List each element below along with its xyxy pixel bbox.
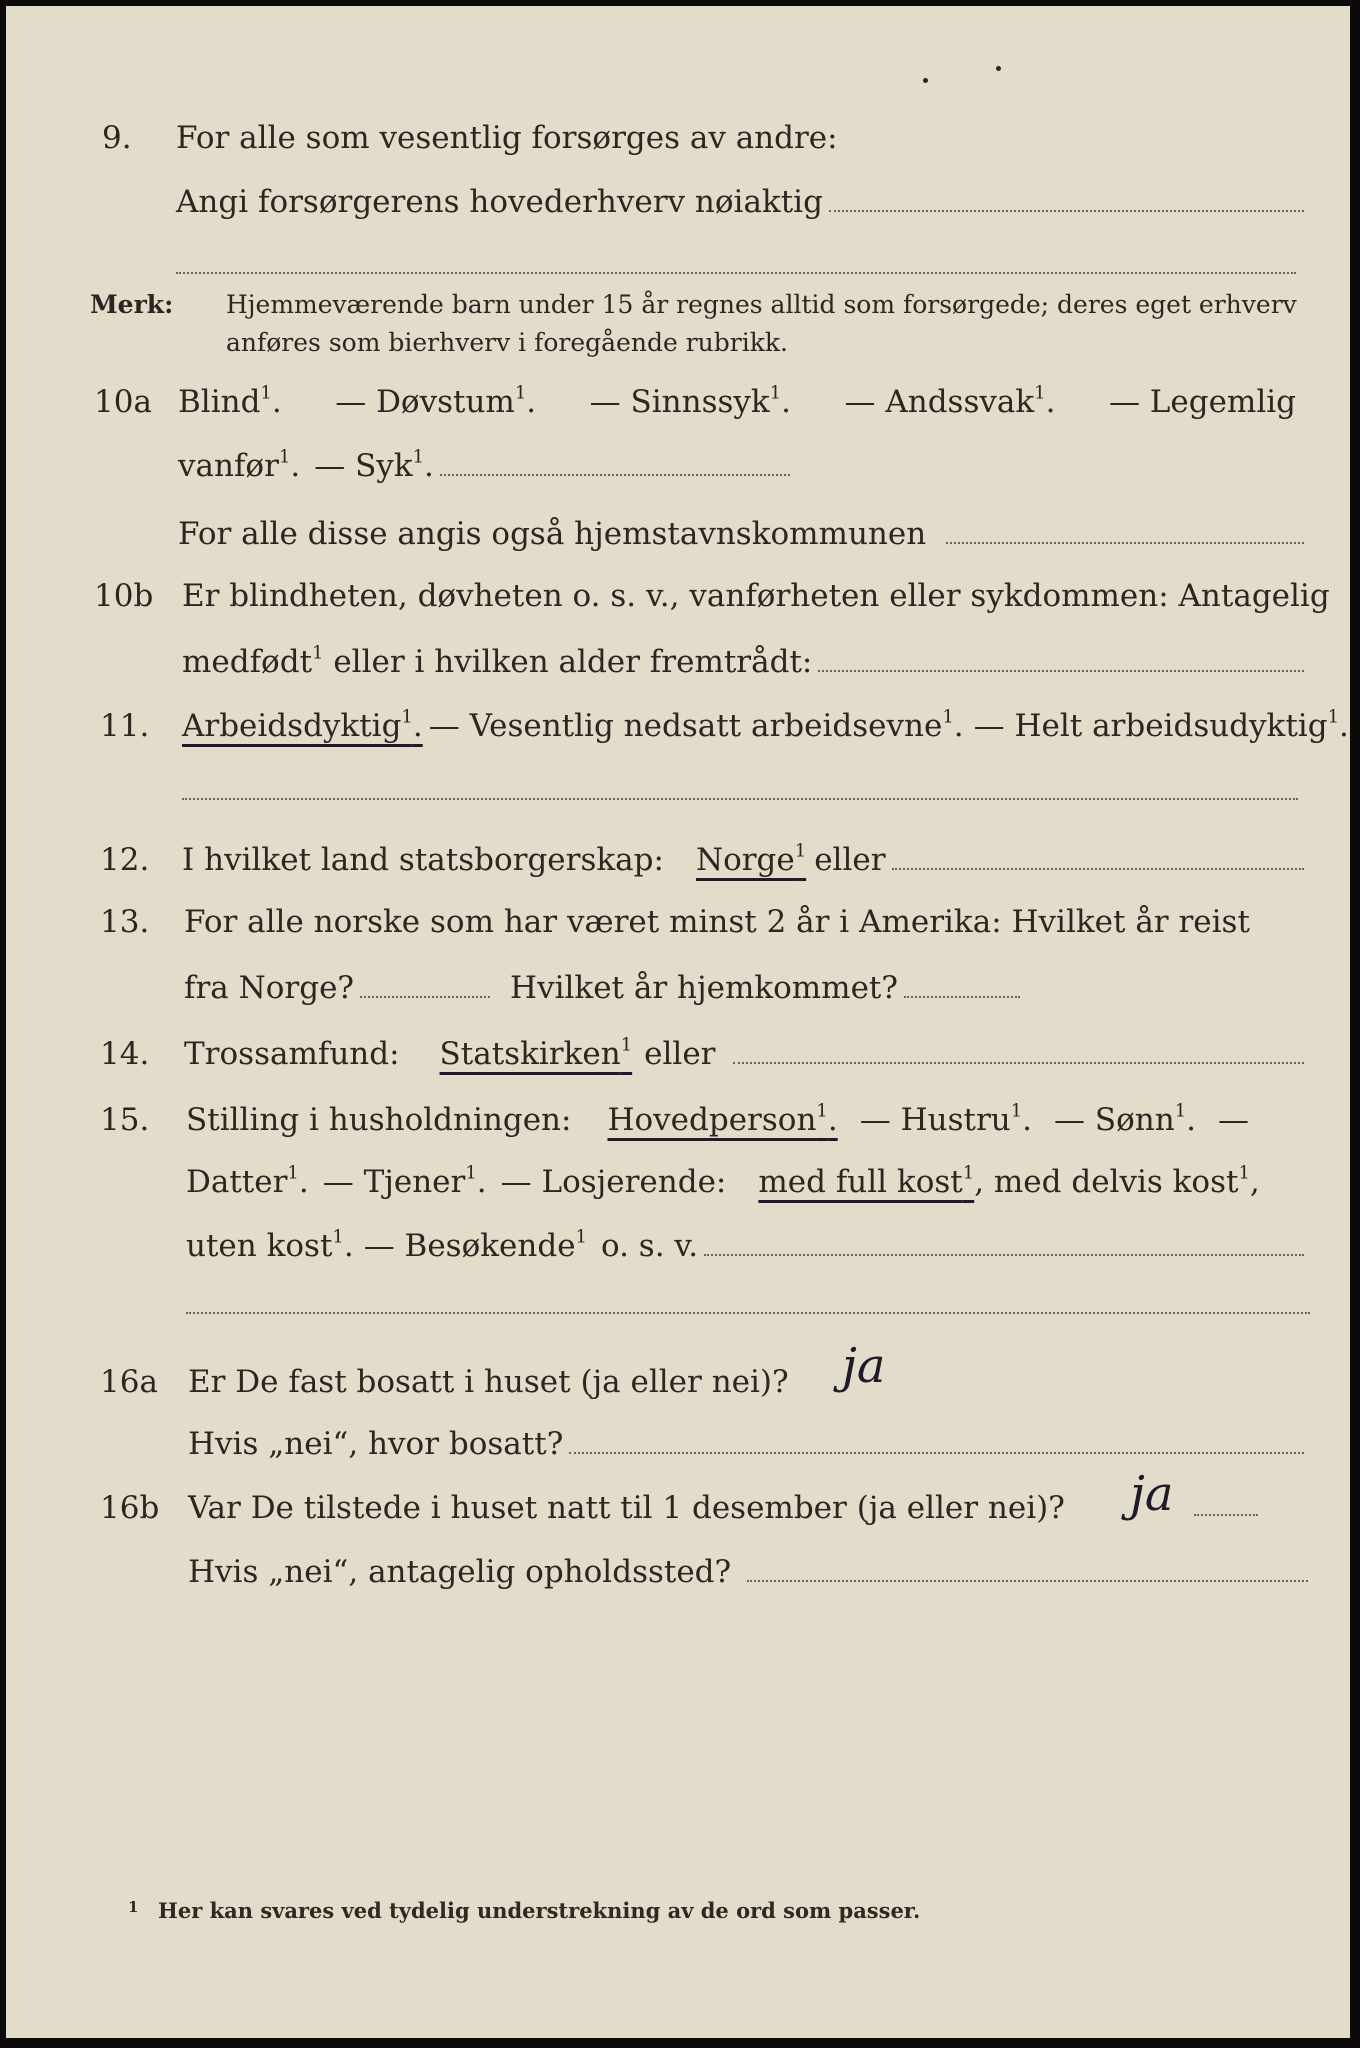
question-14 <box>6 1034 1350 1074</box>
question-text: I hvilket land statsborgerskap: <box>182 842 664 878</box>
option-datter[interactable]: Datter$^1$. <box>186 1162 309 1200</box>
option-vanfor[interactable]: vanfør$^1$. <box>178 446 301 484</box>
note-text-line2: anføres som bierhverv i foregående rubrikk. <box>226 328 788 357</box>
handwritten-answer-ja: ja <box>842 1338 886 1394</box>
option-besokende[interactable]: — Besøkende$^1$ <box>363 1226 587 1264</box>
option-med-full-kost-underlined[interactable]: med full kost$^1$ <box>758 1162 975 1200</box>
handwritten-answer-ja: ja <box>1130 1466 1174 1522</box>
option-sinnssyk[interactable]: — Sinnssyk$^1$. <box>589 382 791 420</box>
option-dovstum[interactable]: — Døvstum$^1$. <box>335 382 537 420</box>
question-number: 9. <box>102 120 132 156</box>
option-andssvak[interactable]: — Andssvak$^1$. <box>844 382 1056 420</box>
option-eller: eller <box>814 842 886 878</box>
option-helt-udyktig[interactable]: — Helt arbeidsudyktig$^1$. <box>973 706 1349 744</box>
question-text: Angi forsørgerens hovederhverv nøiaktig <box>176 184 823 220</box>
option-uten-kost[interactable]: uten kost$^1$. <box>186 1226 354 1264</box>
question-number: 13. <box>100 904 150 940</box>
question-text: Var De tilstede i huset natt til 1 desember (ja eller nei)? <box>188 1490 1065 1526</box>
note-text-line1: Hjemmeværende barn under 15 år regnes alltid som forsørgede; deres eget erhverv <box>226 290 1297 319</box>
answer-field-hjemkommet[interactable] <box>904 970 1020 998</box>
option-osv: o. s. v. <box>600 1228 699 1264</box>
question-13-line1 <box>6 902 1350 942</box>
question-text: For alle norske som har været minst 2 år i Amerika: Hvilket år reist <box>184 904 1250 940</box>
question-number: 14. <box>100 1036 150 1072</box>
answer-field-trossamfund[interactable] <box>733 1036 1304 1064</box>
answer-field-reist[interactable] <box>360 970 490 998</box>
question-number: 10b <box>94 578 154 614</box>
paper-speck <box>923 78 928 83</box>
question-text: Hvis „nei“, antagelig opholdssted? <box>188 1554 732 1590</box>
question-text: For alle disse angis også hjemstavnskommunen <box>178 516 927 552</box>
option-statskirken-underlined[interactable]: Statskirken$^1$ <box>439 1034 633 1072</box>
answer-field-stilling[interactable] <box>704 1228 1304 1256</box>
question-text: Hvilket år hjemkommet? <box>510 970 899 1006</box>
census-form-page <box>6 6 1350 2038</box>
question-15-line2 <box>6 1162 1350 1202</box>
dash: — <box>1218 1102 1250 1138</box>
answer-field-opholdssted[interactable] <box>747 1554 1308 1582</box>
question-15-line3 <box>6 1226 1350 1266</box>
question-12 <box>6 840 1350 880</box>
paper-speck <box>996 66 1001 71</box>
answer-line[interactable] <box>176 272 1296 274</box>
option-eller: eller <box>644 1036 716 1072</box>
answer-field-hovederhverv[interactable] <box>829 184 1304 212</box>
question-number: 12. <box>100 842 150 878</box>
question-16a-line1 <box>6 1362 1350 1402</box>
option-vesentlig-nedsatt[interactable]: — Vesentlig nedsatt arbeidsevne$^1$. <box>428 706 964 744</box>
answer-field-statsborgerskap[interactable] <box>892 842 1304 870</box>
option-hovedperson-underlined[interactable]: Hovedperson$^1$. <box>607 1100 838 1138</box>
option-medfodt[interactable]: medfødt$^1$ <box>182 642 324 680</box>
option-arbeidsdyktig-underlined[interactable]: Arbeidsdyktig$^1$. <box>182 706 423 744</box>
question-number: 10a <box>94 384 152 420</box>
question-10a-line2 <box>6 446 1350 486</box>
answer-field-alder[interactable] <box>818 644 1304 672</box>
option-legemlig[interactable]: — Legemlig <box>1108 384 1296 420</box>
option-med-delvis-kost[interactable]: , med delvis kost$^1$, <box>974 1162 1260 1200</box>
question-text: eller i hvilken alder fremtrådt: <box>323 644 813 680</box>
answer-field-hjemstavnskommune[interactable] <box>946 516 1304 544</box>
answer-field-bosatt[interactable] <box>569 1426 1304 1454</box>
question-10a-line3 <box>6 514 1350 554</box>
note-label: Merk: <box>90 290 174 319</box>
footnote-text: Her kan svares ved tydelig understrekning av de ord som passer. <box>158 1898 921 1923</box>
option-hustru[interactable]: — Hustru$^1$. <box>859 1100 1033 1138</box>
question-10a-line1 <box>6 382 1350 422</box>
option-norge-underlined[interactable]: Norge$^1$ <box>695 840 807 878</box>
question-9-line2 <box>6 182 1350 222</box>
answer-field-syk[interactable] <box>440 448 790 476</box>
option-losjerende: — Losjerende: <box>500 1164 727 1200</box>
question-text: Er De fast bosatt i huset (ja eller nei)? <box>188 1364 789 1400</box>
question-number: 15. <box>100 1102 150 1138</box>
option-blind[interactable]: Blind$^1$. <box>178 382 282 420</box>
option-syk[interactable]: — Syk$^1$. <box>314 446 434 484</box>
answer-line[interactable] <box>186 1312 1310 1314</box>
question-10b-line1 <box>6 576 1350 616</box>
answer-line[interactable] <box>182 798 1298 800</box>
question-text: Trossamfund: <box>184 1036 400 1072</box>
footnote-number: 1 <box>128 1898 139 1916</box>
question-10b-line2 <box>6 642 1350 682</box>
question-9-line1 <box>6 118 1350 158</box>
question-16a-line2 <box>6 1424 1350 1464</box>
question-number: 16a <box>100 1364 158 1400</box>
question-text: For alle som vesentlig forsørges av andre: <box>176 120 838 156</box>
option-tjener[interactable]: — Tjener$^1$. <box>322 1162 487 1200</box>
question-text: fra Norge? <box>184 970 355 1006</box>
option-sonn[interactable]: — Sønn$^1$. <box>1054 1100 1197 1138</box>
question-16b-line2 <box>6 1552 1350 1592</box>
question-13-line2 <box>6 968 1350 1008</box>
question-15-line1 <box>6 1100 1350 1140</box>
question-number: 16b <box>100 1490 160 1526</box>
answer-line[interactable] <box>1194 1514 1258 1516</box>
question-text: Hvis „nei“, hvor bosatt? <box>188 1426 564 1462</box>
question-number: 11. <box>100 708 150 744</box>
question-11 <box>6 706 1350 746</box>
question-text: Er blindheten, døvheten o. s. v., vanførheten eller sykdommen: Antagelig <box>182 578 1330 614</box>
question-text: Stilling i husholdningen: <box>186 1102 572 1138</box>
